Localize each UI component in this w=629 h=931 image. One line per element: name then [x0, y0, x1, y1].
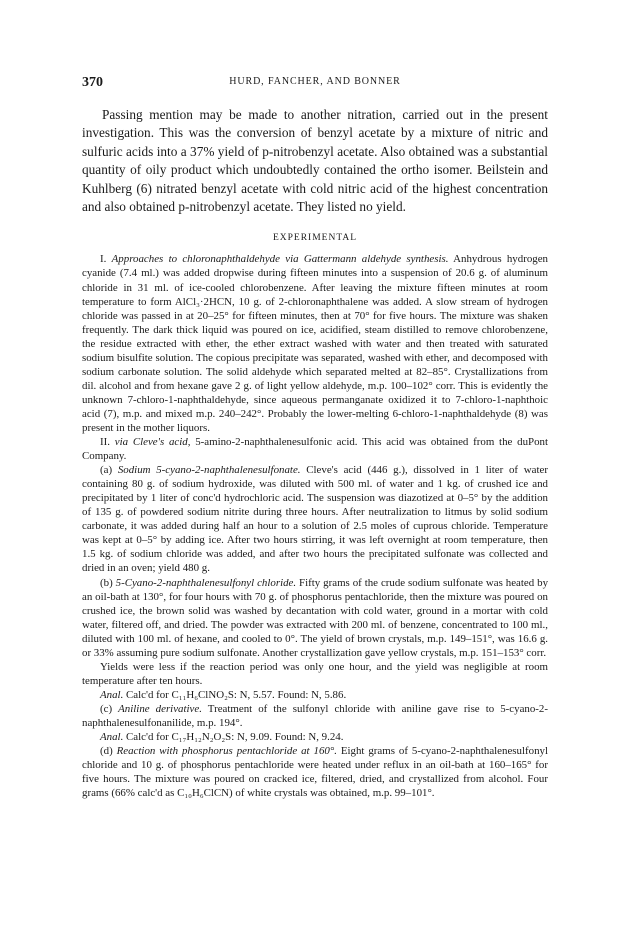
- part-a-title: Sodium 5-cyano-2-naphthalenesulfonate.: [117, 464, 301, 477]
- part-d-text: Eight grams of 5-cyano-2-naphthalenesulfonyl chloride and 10 g. of phosphorus pentachloride were heated under reflux in an oil-bath at 160–165° for five hours. The mixture was poured on cracked ice, filtered, dried, and crystallized from alcohol. Four grams (66% calc'd as C₁₀H₆ClCN) of white crystals was obtained, m.p. 99–101°.: [82, 745, 548, 800]
- anal-b-text: Calc'd for C₁₁H₆ClNO₂S: N, 5.57. Found: N, 5.86.: [123, 688, 347, 701]
- paragraph-anal-b: [82, 688, 548, 702]
- part-1-title: Approaches to chloronaphthaldehyde via Gattermann aldehyde synthesis.: [111, 253, 449, 266]
- part-c-title: Aniline derivative.: [118, 702, 202, 715]
- part-a-text: Cleve's acid (446 g.), dissolved in 1 liter of water containing 80 g. of sodium hydroxide, was diluted with 500 ml. of water and 1 kg. of crushed ice and precipitated by 1 liter of conc'd hydrochloric acid. The suspension was diazotized at 0–5° by the addition of 135 g. of powdered sodium nitrite during three hours. After neutralization to litmus by solid sodium carbonate, it was added during half an hour to a solution of 2.5 moles of cuprous chloride. Temperature was kept at 0–5° by adding ice. After two hours stirring, it was left overnight at room temperature, then 1.5 kg. of sodium chloride was added, and after two hours the precipitated sulfonate was collected and dried in an oven; yield 480 g.: [82, 464, 548, 575]
- intro-paragraph: Passing mention may be made to another nitration, carried out in the present investigation. This was the conversion of benzyl acetate by a mixture of nitric and sulfuric acids into a 37% yield of p-nitrobenzyl acetate. Also obtained was a substantial quantity of oily product which undoubtedly contained the ortho isomer. Beilstein and Kuhlberg (6) nitrated benzyl acetate with cold nitric acid of the highest concentration and also obtained p-nitrobenzyl acetate. They listed no yield.: [82, 107, 548, 215]
- page-header: [82, 75, 548, 93]
- part-2-title: via Cleve's acid,: [114, 436, 191, 449]
- part-d-lead: (d): [100, 745, 117, 758]
- anal-c-label: Anal.: [100, 731, 124, 744]
- paragraph-part-c: [82, 702, 548, 730]
- paragraph-part-d: [82, 744, 548, 800]
- paragraph-part-b: [82, 576, 548, 660]
- running-title: HURD, FANCHER, AND BONNER: [229, 76, 401, 87]
- part-1-text: Anhydrous hydrogen cyanide (7.4 ml.) was added dropwise during fifteen minutes into a suspension of 20.6 g. of aluminum chloride in 31 ml. of ice-cooled chlorobenzene. After leaving the mixture fifteen minutes at room temperature to form AlCl₃·2HCN, 10 g. of 2-chloronaphthalene was added. A slow stream of hydrogen chloride was passed in at 20–25° for fifteen minutes, then at 70° for five hours. The mixture was shaken frequently. The dark thick liquid was poured on ice, acidified, steam distilled to remove chlorobenzene, the residue extracted with ether, the ether extract washed with water and then treated with saturated sodium bisulfite solution. The copious precipitate was separated, washed with ether, and decomposed with sodium carbonate solution. The solid aldehyde which separated melted at 82–85°. Crystallizations from dil. alcohol and from hexane gave 2 g. of light yellow aldehyde, m.p. 100–102° corr. This is evidently the unknown 7-chloro-1-naphthaldehyde, since aqueous permanganate oxidized it to 7-chloro-1-naphthoic acid (7), m.p. and mixed m.p. 240–242°. Probably the lower-melting 6-chloro-1-naphthaldehyde (8) was present in the mother liquors.: [82, 253, 548, 434]
- paragraph-part-1: [82, 252, 548, 435]
- paragraph-part-2: [82, 435, 548, 463]
- part-a-lead: (a): [100, 464, 118, 477]
- paragraph-part-a: [82, 463, 548, 575]
- part-2-lead: II.: [100, 436, 115, 449]
- part-b-text: Fifty grams of the crude sodium sulfonate was heated by an oil-bath at 130°, for four hours with 70 g. of phosphorus pentachloride, then the mixture was poured on crushed ice, the brown solid was washed by decantation with cold water, ground in a mortar with cold water, filtered off, and dried. The powder was extracted with 200 ml. of benzene, concentrated to 100 ml., diluted with 100 ml. of hexane, and cooled to 0°. The yield of brown crystals, m.p. 149–151°, was 16.6 g. or 33% assuming pure sodium sulfonate. Another crystallization gave yellow crystals, m.p. 151–153° corr.: [82, 576, 549, 659]
- paragraph-part-b-note: Yields were less if the reaction period was only one hour, and the yield was negligible at room temperature after ten hours.: [82, 660, 548, 687]
- part-d-title: Reaction with phosphorus pentachloride at 160°.: [116, 745, 337, 758]
- part-b-title: 5-Cyano-2-naphthalenesulfonyl chloride.: [115, 576, 297, 589]
- part-1-lead: I.: [100, 253, 112, 266]
- part-c-text: Treatment of the sulfonyl chloride with aniline gave rise to 5-cyano-2-naphthalenesulfonanilide, m.p. 194°.: [82, 702, 548, 729]
- page-number: 370: [82, 75, 103, 90]
- part-c-lead: (c): [100, 702, 119, 715]
- part-b-lead: (b): [100, 576, 116, 589]
- paragraph-anal-c: [82, 730, 548, 744]
- part-2-text: 5-amino-2-naphthalenesulfonic acid. This acid was obtained from the duPont Company.: [82, 436, 548, 463]
- anal-c-text: Calc'd for C₁₇H₁₂N₂O₂S: N, 9.09. Found: N, 9.24.: [123, 731, 344, 744]
- page-body: [82, 106, 548, 800]
- section-heading: EXPERIMENTAL: [272, 233, 358, 244]
- anal-b-label: Anal.: [100, 688, 124, 701]
